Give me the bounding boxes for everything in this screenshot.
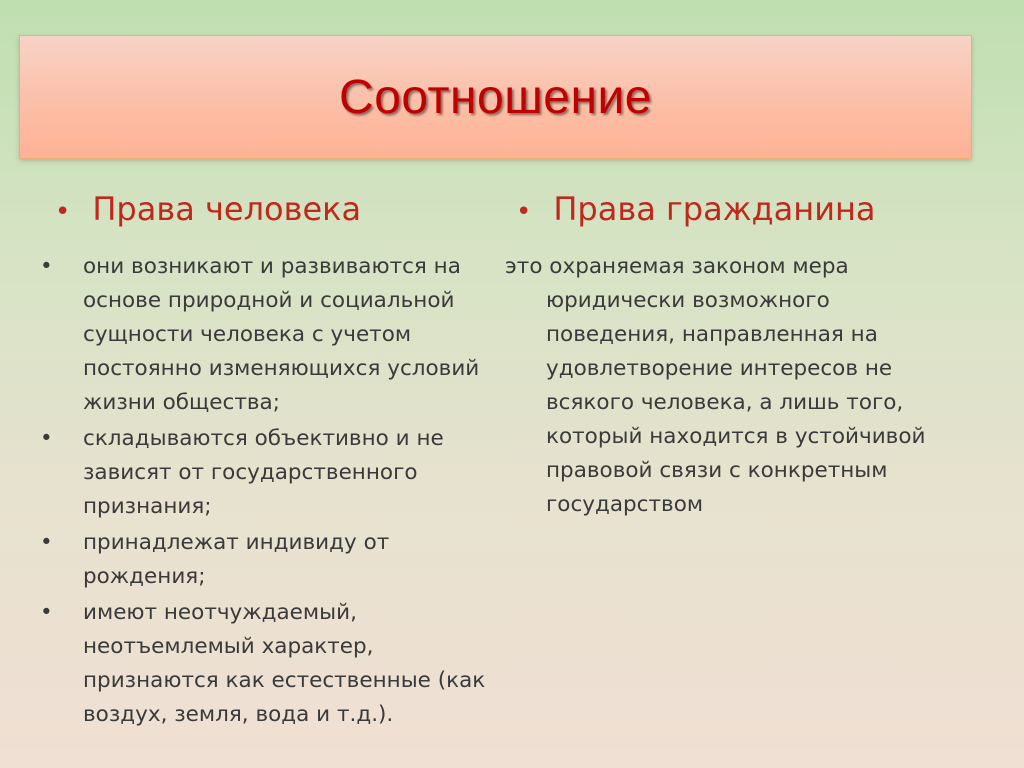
bullet-icon: • <box>516 197 532 227</box>
bullet-icon: • <box>55 197 71 227</box>
list-item <box>40 422 490 524</box>
human-rights-list <box>40 250 490 734</box>
list-item-text: они возникают и развиваются на основе природной и социальной сущности человека с учетом постоянно изменяющихся условий жизни общества; <box>83 254 480 415</box>
list-item <box>40 526 490 594</box>
bullet-icon: • <box>40 600 53 625</box>
right-heading-text: Права гражданина <box>553 190 876 228</box>
list-item-text: складываются объективно и не зависят от государственного признания; <box>83 426 444 519</box>
list-item-text: имеют неотчуждаемый, неотъемлемый характер, признаются как естественные (как воздух, земля, вода и т.д.). <box>83 600 486 727</box>
bullet-icon: • <box>40 426 53 451</box>
right-column-heading <box>516 190 876 228</box>
list-item <box>40 596 490 732</box>
citizen-rights-definition <box>505 250 955 522</box>
left-heading-text: Права человека <box>92 190 362 228</box>
title-banner <box>19 35 972 159</box>
slide-title: Соотношение <box>339 70 652 124</box>
list-item-text: принадлежат индивиду от рождения; <box>83 530 390 589</box>
list-item <box>40 250 490 420</box>
definition-text: это охраняемая законом мера юридически возможного поведения, направленная на удовлетворение интересов не всякого человека, а лишь того, который находится в устойчивой правовой связи с конкретным государством <box>505 254 926 517</box>
left-column-heading <box>55 190 361 228</box>
bullet-icon: • <box>40 530 53 555</box>
bullet-icon: • <box>40 254 53 279</box>
